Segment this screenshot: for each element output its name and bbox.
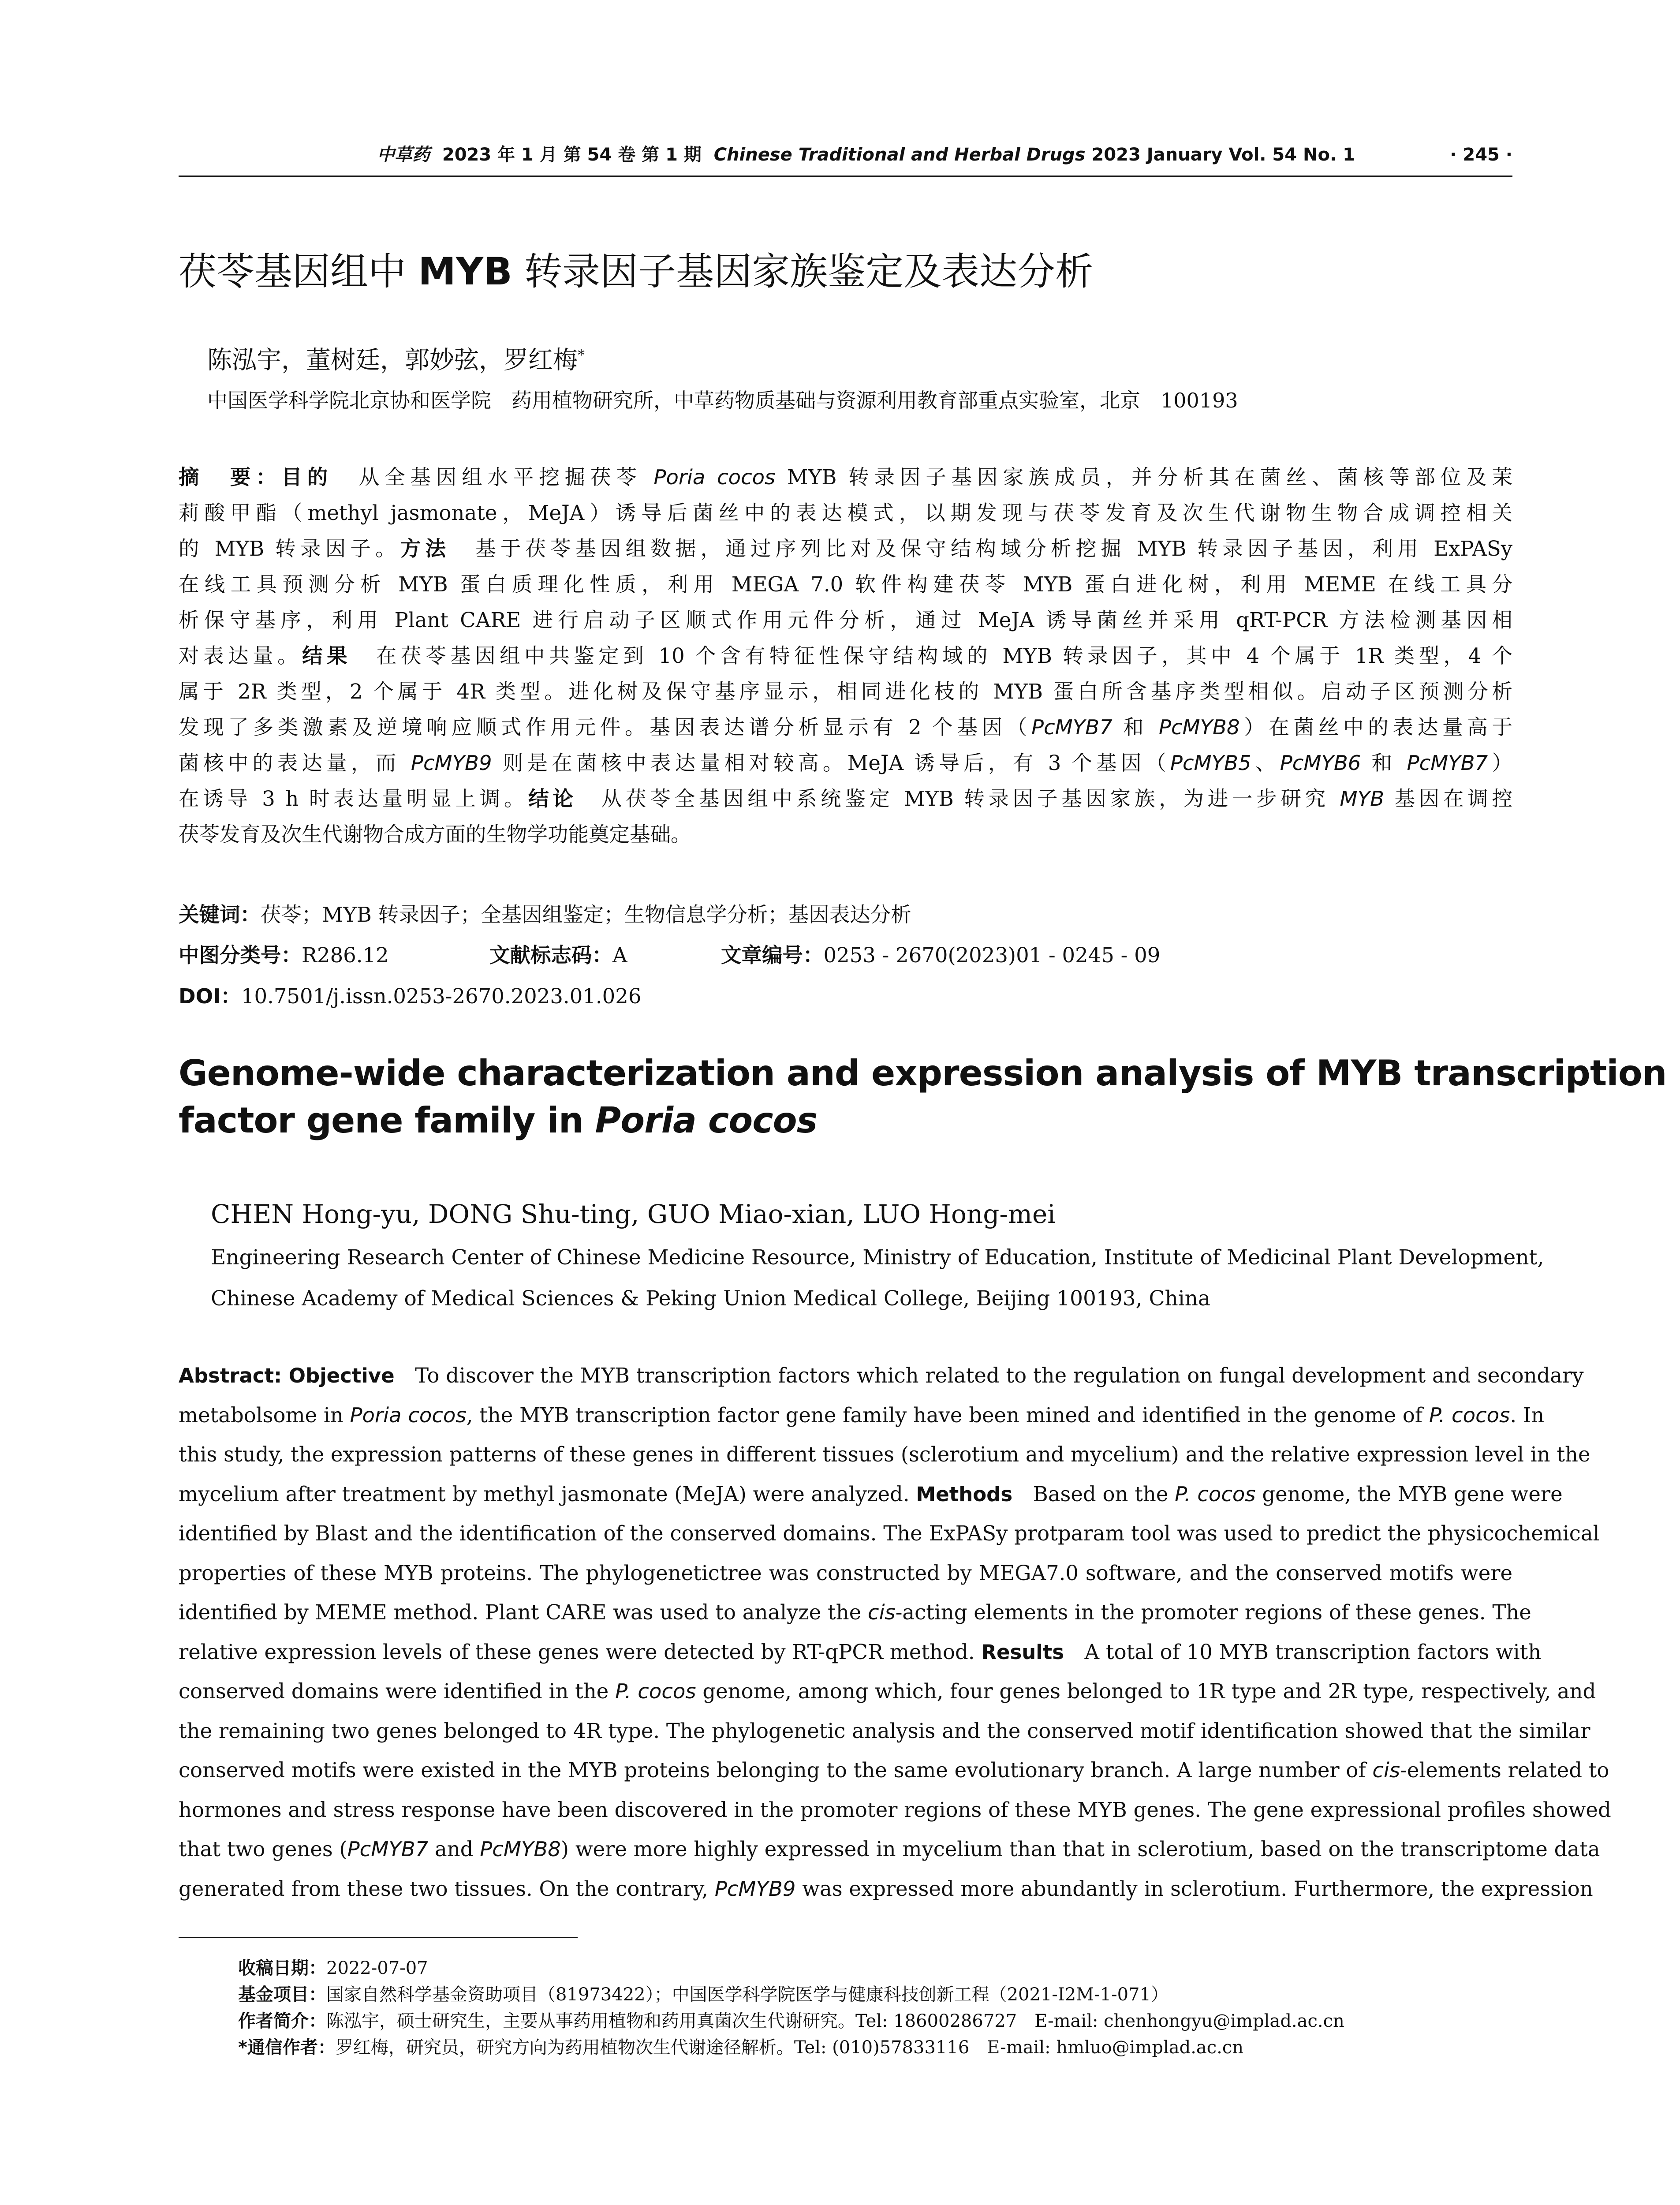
footnote-rule — [179, 1937, 578, 1938]
abstract-en-text: generated from these two tissues. On the contrary, — [179, 1876, 715, 1901]
corresponding-author — [238, 2034, 1344, 2061]
abstract-cn-text: 、 — [1251, 751, 1280, 775]
title-en — [179, 1050, 1667, 1144]
abstract-cn-text: 基因在调控 — [1384, 787, 1512, 811]
cis-term: cis — [868, 1600, 896, 1624]
methods-label-cn: 方法 — [400, 537, 451, 561]
gene-name: PcMYB7 — [1031, 715, 1113, 739]
abstract-en-line — [179, 1633, 1542, 1672]
abstract-cn-line — [179, 602, 1512, 638]
abstract-cn-text: 在线工具预测分析 MYB 蛋白质理化性质，利用 MEGA 7.0 软件构建茯苓 MYB 蛋白进化树，利用 MEME 在线工具分 — [179, 572, 1512, 596]
author-bio-value: 陈泓宇，硕士研究生，主要从事药用植物和药用真菌次生代谢研究。Tel: 18600286727 E-mail: chenhongyu@implad.ac.cn — [326, 2011, 1344, 2031]
abstract-en-text: identified by Blast and the identification of the conserved domains. The ExPASy protparam tool was used to predict the physicochemical — [179, 1521, 1600, 1545]
abstract-cn-text: 析保守基序，利用 Plant CARE 进行启动子区顺式作用元件分析，通过 MeJA 诱导菌丝并采用 qRT-PCR 方法检测基因相 — [179, 608, 1512, 632]
abstract-en-line — [179, 1356, 1584, 1396]
issue-cn: 2023 年 1 月 第 54 卷 第 1 期 — [442, 145, 702, 165]
authors-en: CHEN Hong-yu, DONG Shu-ting, GUO Miao-xian, LUO Hong-mei — [211, 1199, 1056, 1229]
abstract-cn-text: 在茯苓基因组中共鉴定到 10 个含有特征性保守结构域的 MYB 转录因子，其中 4 个属于 1R 类型，4 个 — [351, 644, 1513, 668]
abstract-en-line — [179, 1790, 1611, 1830]
abstract-en-text: -elements related to — [1400, 1758, 1609, 1782]
abstract-cn-text: 和 — [1361, 751, 1407, 775]
abstract-en-text: properties of these MYB proteins. The phylogenetictree was constructed by MEGA7.0 software, and the conserved motifs were — [179, 1561, 1512, 1585]
page-number: · 245 · — [1450, 145, 1512, 165]
results-label-cn: 结果 — [302, 644, 352, 668]
abstract-en-text: . In — [1510, 1403, 1545, 1427]
conclusion-label-cn: 结论 — [528, 787, 577, 811]
issue-en: 2023 January Vol. 54 No. 1 — [1091, 145, 1355, 165]
abstract-cn-line — [179, 781, 1512, 817]
abstract-en-line — [179, 1712, 1590, 1751]
abstract-cn-line — [179, 817, 1512, 852]
gene-name: PcMYB8 — [480, 1837, 561, 1861]
authors-cn — [207, 335, 585, 381]
abstract-cn-text: 和 — [1112, 715, 1159, 739]
gene-name: PcMYB9 — [714, 1876, 796, 1901]
received-label: 收稿日期： — [238, 1958, 326, 1978]
abstract-cn-text: 基于茯苓基因组数据，通过序列比对及保守结构域分析挖掘 MYB 转录因子基因，利用 ExPASy — [450, 537, 1513, 561]
corresponding-value: 罗红梅，研究员，研究方向为药用植物次生代谢途径解析。Tel: (010)57833116 E-mail: hmluo@implad.ac.cn — [335, 2037, 1244, 2058]
abstract-en-line — [179, 1830, 1600, 1869]
corresponding-mark: * — [578, 347, 585, 363]
document-code — [489, 938, 627, 973]
doc-label: 文献标志码： — [489, 943, 612, 967]
abstract-cn-line — [179, 745, 1512, 781]
abstract-en-text: A total of 10 MYB transcription factors with — [1064, 1640, 1542, 1664]
abstract-en-text: hormones and stress response have been discovered in the promoter regions of these MYB genes. The gene expressional profiles showed — [179, 1798, 1611, 1822]
abstract-en-text: , the MYB transcription factor gene family have been mined and identified in the genome of — [466, 1403, 1429, 1427]
abstract-en-line — [179, 1672, 1596, 1712]
gene-name: PcMYB8 — [1158, 715, 1240, 739]
abstract-cn-line — [179, 495, 1512, 531]
abstract-cn-text: 从全基因组水平挖掘茯苓 — [333, 465, 654, 489]
affiliation-en-line: Chinese Academy of Medical Sciences & Peking Union Medical College, Beijing 100193, China — [211, 1286, 1211, 1311]
abstract-cn-text: 属于 2R 类型，2 个属于 4R 类型。进化树及保守基序显示，相同进化枝的 MYB 蛋白所含基序类型相似。启动子区预测分析 — [179, 680, 1512, 703]
title-cn — [179, 245, 1093, 298]
abstract-en-line — [179, 1593, 1531, 1633]
abstract-en-line — [179, 1554, 1512, 1593]
abstract-en-line — [179, 1751, 1609, 1790]
abstract-en-line — [179, 1869, 1593, 1909]
abstract-cn-line — [179, 460, 1512, 495]
abstract-cn — [179, 460, 1512, 852]
objective-label-cn: 目的 — [281, 465, 333, 489]
clc-label: 中图分类号： — [179, 943, 302, 967]
abstract-cn-text: 在诱导 3 h 时表达量明显上调。 — [179, 787, 529, 811]
gene-name: PcMYB7 — [1407, 751, 1488, 775]
affiliation-cn: 中国医学科学院北京协和医学院 药用植物研究所，中草药物质基础与资源利用教育部重点实验室，北京 100193 — [207, 389, 1238, 412]
abstract-en-text: was expressed more abundantly in sclerotium. Furthermore, the expression — [795, 1876, 1593, 1901]
keywords — [179, 897, 1512, 933]
abstract-en-text: that two genes ( — [179, 1837, 347, 1861]
doi-label: DOI： — [179, 984, 241, 1008]
keywords-label: 关键词： — [179, 903, 261, 927]
abstract-cn-text: 菌核中的表达量，而 — [179, 751, 411, 775]
methods-label-en: Methods — [916, 1482, 1013, 1506]
header-center — [377, 142, 1355, 168]
species-name: P. cocos — [615, 1679, 696, 1703]
species-name: Poria cocos — [653, 465, 776, 489]
abstract-cn-line — [179, 638, 1512, 674]
abstract-en-text: metabolsome in — [179, 1403, 350, 1427]
abstract-cn-text: 莉酸甲酯（methyl jasmonate，MeJA）诱导后菌丝中的表达模式，以期发现与茯苓发育及次生代谢物生物合成调控相关 — [179, 501, 1512, 525]
abstract-en-text: genome, among which, four genes belonged to 1R type and 2R type, respectively, and — [696, 1679, 1596, 1703]
title-en-species: Poria cocos — [595, 1100, 818, 1141]
gene-name: PcMYB7 — [347, 1837, 429, 1861]
header-rule — [179, 176, 1512, 177]
abstract-en-text: relative expression levels of these genes were detected by RT-qPCR method. — [179, 1640, 982, 1664]
results-label-en: Results — [981, 1640, 1064, 1664]
fund-label: 基金项目： — [238, 1984, 326, 2005]
abstract-cn-line — [179, 674, 1512, 710]
keywords-text: 茯苓；MYB 转录因子；全基因组鉴定；生物信息学分析；基因表达分析 — [261, 903, 911, 927]
art-value: 0253 - 2670(2023)01 - 0245 - 09 — [823, 943, 1161, 967]
affiliation-en — [211, 1237, 1544, 1319]
species-name: P. cocos — [1429, 1403, 1510, 1427]
clc-code — [179, 938, 389, 973]
species-name: P. cocos — [1175, 1482, 1256, 1506]
abstract-en-text: conserved domains were identified in the — [179, 1679, 616, 1703]
affiliation-en-line: Engineering Research Center of Chinese Medicine Resource, Ministry of Education, Institute of Medicinal Plant Development, — [211, 1245, 1544, 1270]
abstract-cn-text: ） — [1488, 751, 1513, 775]
abstract-en-text: genome, the MYB gene were — [1255, 1482, 1563, 1506]
authors-cn-names: 陈泓宇，董树廷，郭妙弦，罗红梅 — [207, 346, 578, 375]
abstract-en-label: Abstract: Objective — [179, 1364, 395, 1387]
abstract-en-text: and — [428, 1837, 480, 1861]
doi-value[interactable]: 10.7501/j.issn.0253-2670.2023.01.026 — [241, 984, 642, 1008]
art-label: 文章编号： — [721, 943, 824, 967]
title-cn-bold: MYB — [418, 250, 512, 294]
abstract-cn-text: 则是在菌核中表达量相对较高。MeJA 诱导后，有 3 个基因（ — [492, 751, 1170, 775]
author-bio-label: 作者简介： — [238, 2011, 326, 2031]
abstract-cn-text: 茯苓发育及次生代谢物合成方面的生物学功能奠定基础。 — [179, 822, 691, 846]
abstract-en-line — [179, 1475, 1563, 1514]
abstract-en — [179, 1356, 1611, 1909]
abstract-cn-text: 发现了多类激素及逆境响应顺式作用元件。基因表达谱分析显示有 2 个基因（ — [179, 715, 1032, 739]
title-cn-pre: 茯苓基因组中 — [179, 250, 418, 294]
abstract-en-text: Based on the — [1012, 1482, 1175, 1506]
doi — [179, 979, 1512, 1014]
title-en-line: Genome-wide characterization and expression analysis of MYB transcription — [179, 1053, 1667, 1094]
abstract-cn-label: 摘 要： — [179, 465, 282, 489]
abstract-en-line — [179, 1435, 1590, 1475]
journal-name-cn: 中草药 — [377, 144, 430, 165]
abstract-en-text: To discover the MYB transcription factors which related to the regulation on fungal development and secondary — [394, 1364, 1584, 1387]
received-value: 2022-07-07 — [326, 1958, 428, 1978]
abstract-cn-line — [179, 710, 1512, 745]
clc-value: R286.12 — [302, 943, 389, 967]
abstract-cn-text: MYB 转录因子基因家族成员，并分析其在菌丝、菌核等部位及茉 — [775, 465, 1513, 489]
gene-name: PcMYB9 — [411, 751, 492, 775]
received-date — [238, 1955, 1344, 1981]
fund-value: 国家自然科学基金资助项目（81973422）；中国医学科学院医学与健康科技创新工程（2021-I2M-1-071） — [326, 1984, 1169, 2005]
abstract-cn-text: 从茯苓全基因组中系统鉴定 MYB 转录因子基因家族，为进一步研究 — [577, 787, 1340, 811]
abstract-en-text: -acting elements in the promoter regions of these genes. The — [895, 1600, 1531, 1624]
abstract-cn-text: 的 MYB 转录因子。 — [179, 537, 400, 561]
abstract-cn-text: 对表达量。 — [179, 644, 302, 668]
gene-name: PcMYB6 — [1280, 751, 1361, 775]
abstract-en-text: conserved motifs were existed in the MYB proteins belonging to the same evolutionary branch. A large number of — [179, 1758, 1373, 1782]
title-en-line — [179, 1097, 1512, 1144]
gene-name: MYB — [1340, 787, 1384, 811]
abstract-en-text: identified by MEME method. Plant CARE was used to analyze the — [179, 1600, 868, 1624]
abstract-en-line — [179, 1514, 1600, 1554]
title-en-text: factor gene family in — [179, 1100, 595, 1141]
abstract-en-text: mycelium after treatment by methyl jasmonate (MeJA) were analyzed. — [179, 1482, 916, 1506]
abstract-en-line — [179, 1396, 1545, 1435]
fund-info — [238, 1981, 1344, 2008]
author-bio — [238, 2008, 1344, 2034]
abstract-cn-line — [179, 531, 1512, 567]
footnotes — [238, 1955, 1344, 2061]
abstract-cn-line — [179, 567, 1512, 602]
journal-name-en: Chinese Traditional and Herbal Drugs — [713, 145, 1086, 165]
cis-term: cis — [1372, 1758, 1400, 1782]
species-name: Poria cocos — [350, 1403, 467, 1427]
corresponding-label: *通信作者： — [238, 2037, 336, 2058]
title-cn-post: 转录因子基因家族鉴定及表达分析 — [512, 250, 1094, 294]
classification — [179, 938, 1512, 973]
article-number — [721, 938, 1160, 973]
abstract-en-text: the remaining two genes belonged to 4R type. The phylogenetic analysis and the conserved motif identification showed that the similar — [179, 1719, 1590, 1743]
doc-value: A — [612, 943, 627, 967]
abstract-en-text: ) were more highly expressed in mycelium than that in sclerotium, based on the transcriptome data — [560, 1837, 1600, 1861]
gene-name: PcMYB5 — [1170, 751, 1251, 775]
abstract-cn-text: ）在菌丝中的表达量高于 — [1239, 715, 1513, 739]
abstract-en-text: this study, the expression patterns of these genes in different tissues (sclerotium and mycelium) and the relative expression level in the — [179, 1443, 1590, 1466]
